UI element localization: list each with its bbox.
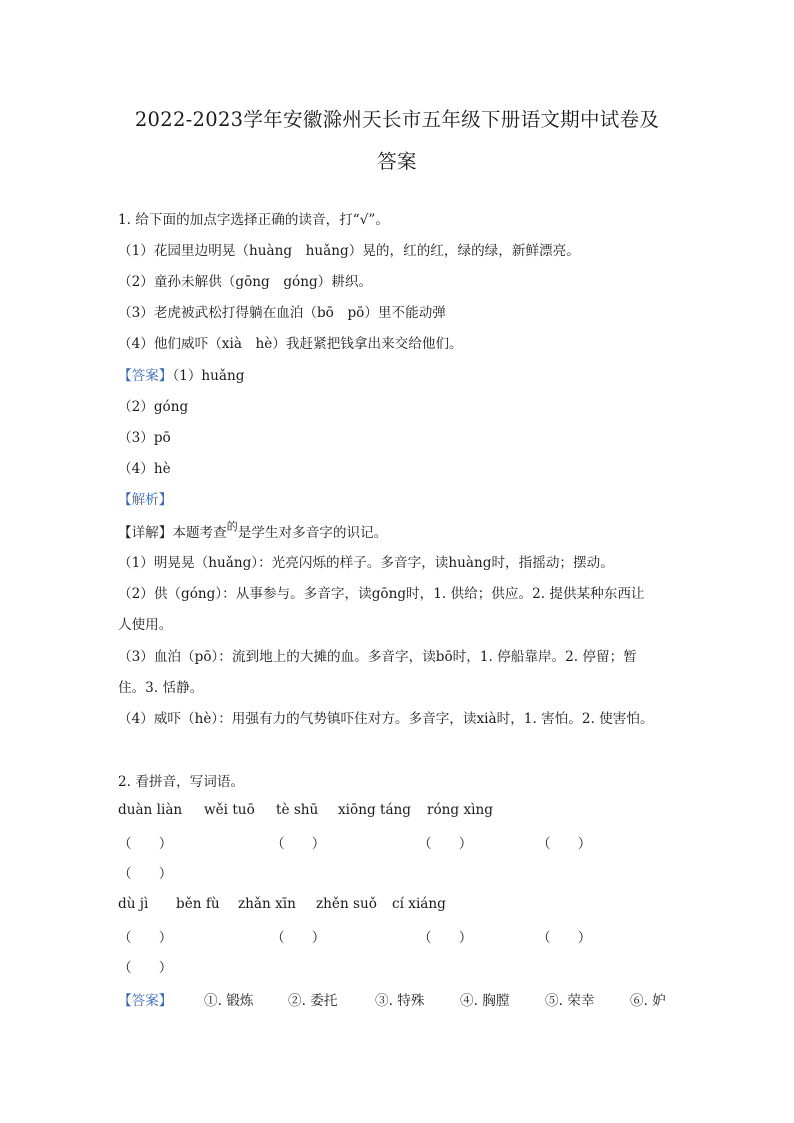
pinyin-item: xiōng táng	[338, 802, 412, 818]
detail-2: （2）供（góng）：从事参与。多音字，读gōng时，1. 供给；供应。2. 提供某种东西让	[118, 586, 645, 602]
q2-answer-tag: 【答案】	[118, 993, 173, 1009]
answer-blank: （ ）	[418, 930, 473, 946]
q2-answer-item: ④. 胸膛	[460, 993, 510, 1009]
q2-answer-item: ②. 委托	[288, 993, 338, 1009]
answer-tag: 【答案】	[118, 368, 173, 384]
detail-intro	[118, 521, 387, 541]
pinyin-item: běn fù	[176, 896, 220, 912]
q2-answer-item: ③. 特殊	[375, 993, 425, 1009]
doc-title-line2: 答案	[377, 150, 417, 173]
detail-4: （4）威吓（hè）：用强有力的气势镇吓住对方。多音字，读xià时，1. 害怕。2. 使害怕。	[118, 711, 654, 727]
answer-blank: （ ）	[418, 836, 473, 852]
answer-blank: （ ）	[271, 836, 326, 852]
answer-blank: （ ）	[271, 930, 326, 946]
pinyin-item: róng xìng	[427, 802, 493, 818]
q2-answer-item: ①. 锻炼	[204, 993, 254, 1009]
answer-blank: （ ）	[118, 930, 173, 946]
answer-blank: （ ）	[118, 960, 173, 976]
q1-answer-2: （2）góng	[118, 399, 189, 415]
q2-answer-item: ⑥. 妒	[630, 993, 666, 1009]
q2-answer-item: ⑤. 荣幸	[545, 993, 595, 1009]
answer-blank: （ ）	[537, 930, 592, 946]
pinyin-item: duàn liàn	[118, 802, 183, 818]
pinyin-item: tè shū	[276, 802, 319, 818]
detail-1: （1）明晃晃（huǎng）：光亮闪烁的样子。多音字，读huàng时，指摇动；摆动。	[118, 555, 614, 571]
q1-answer-3: （3）pō	[118, 430, 171, 446]
detail-3: （3）血泊（pō）：流到地上的大摊的血。多音字，读bō时，1. 停船靠岸。2. 停留；暂	[118, 649, 637, 665]
q1-item-4: （4）他们威吓（xià hè）我赶紧把钱拿出来交给他们。	[118, 336, 463, 352]
pinyin-item: zhěn suǒ	[316, 896, 377, 912]
pinyin-item: cí xiáng	[392, 896, 446, 912]
answer-blank: （ ）	[118, 836, 173, 852]
doc-title-line1: 2022-2023学年安徽滁州天长市五年级下册语文期中试卷及	[134, 108, 660, 131]
detail-2-cont: 人使用。	[118, 617, 173, 633]
detail-mark: 的	[226, 520, 238, 533]
q1-item-3: （3）老虎被武松打得躺在血泊（bō pō）里不能动弹	[118, 305, 446, 321]
q1-answer-1: （1）huǎng	[172, 368, 245, 384]
pinyin-item: wěi tuō	[204, 802, 255, 818]
q1-item-2: （2）童孙未解供（gōng góng）耕织。	[118, 274, 373, 290]
detail-3-cont: 住。3. 恬静。	[118, 680, 204, 696]
pinyin-item: dù jì	[118, 896, 149, 912]
q1-answer-4: （4）hè	[118, 461, 171, 477]
analysis-tag: 【解析】	[118, 492, 173, 508]
answer-blank: （ ）	[118, 866, 173, 882]
q1-item-1: （1）花园里边明晃（huàng huǎng）晃的，红的红，绿的绿，新鲜漂亮。	[118, 243, 580, 259]
q2-stem: 2. 看拼音，写词语。	[118, 774, 245, 790]
detail-prefix: 【详解】本题考查	[118, 525, 227, 541]
pinyin-item: zhǎn xīn	[238, 896, 296, 912]
q1-answer-line	[118, 364, 244, 384]
q1-stem: 1. 给下面的加点字选择正确的读音，打“√”。	[118, 212, 389, 228]
detail-rest: 是学生对多音字的识记。	[237, 525, 388, 541]
answer-blank: （ ）	[537, 836, 592, 852]
